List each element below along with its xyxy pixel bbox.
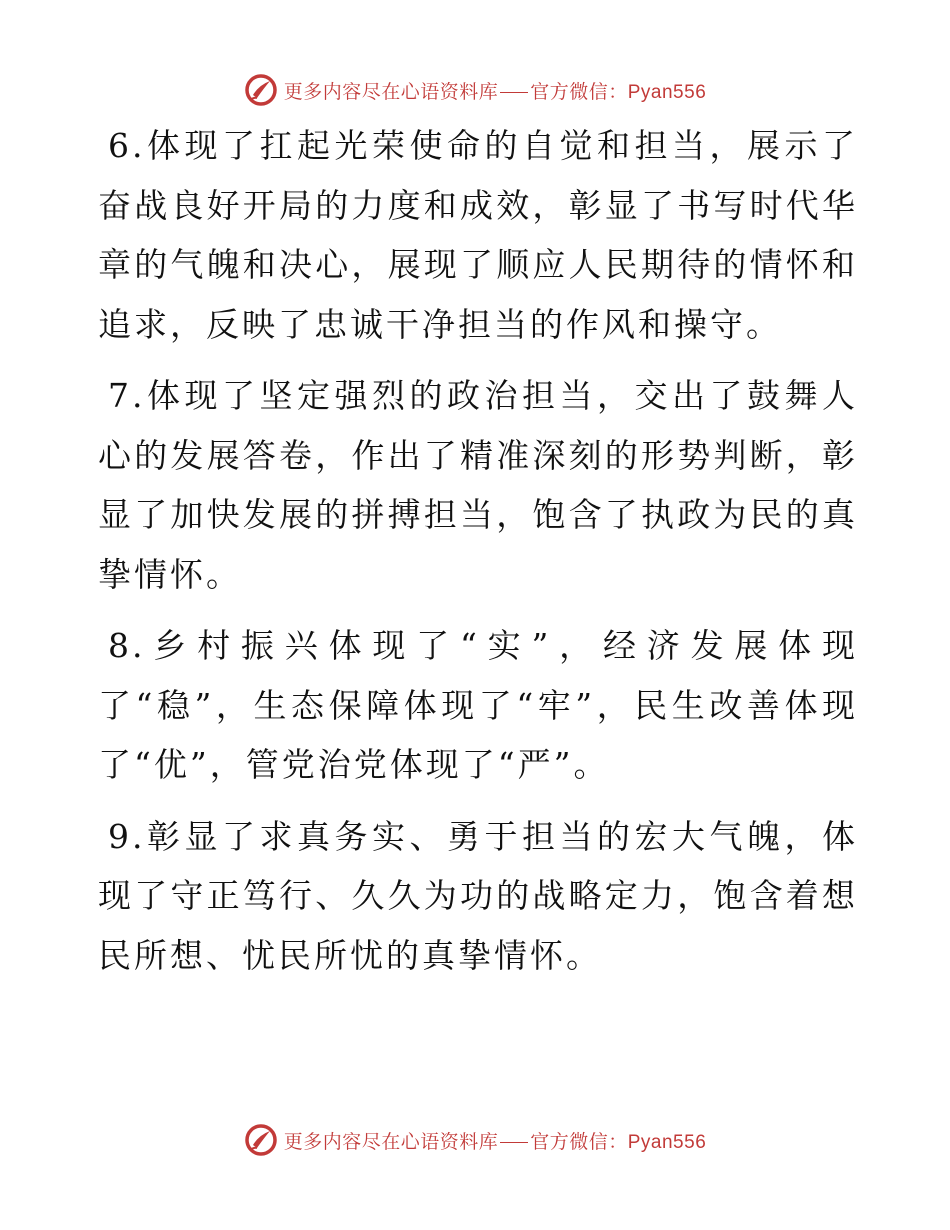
paragraph-number: 9. (108, 816, 146, 856)
paragraph-number: 6. (108, 126, 146, 165)
paragraph-text: 体现了扛起光荣使命的自觉和担当，展示了奋战良好开局的力度和成效，彰显了书写时代华章的气魄和决心，展现了顺应人民期待的情怀和追求，反映了忠诚干净担当的作风和操守。 (98, 126, 858, 344)
paragraph-9 (98, 807, 858, 986)
header-watermark (0, 70, 950, 110)
watermark-wechat-id: Pyan556 (627, 1131, 707, 1153)
paragraph-6 (98, 116, 858, 354)
document-body (98, 116, 858, 997)
paragraph-number: 7. (108, 376, 146, 415)
paragraph-text: 乡村振兴体现了“实”，经济发展体现了“稳”，生态保障体现了“牢”，民生改善体现了“优”，管党治党体现了“严”。 (98, 626, 858, 784)
brush-seal-icon (244, 73, 278, 107)
watermark-text (284, 77, 707, 104)
watermark-wechat-id: Pyan556 (627, 81, 707, 103)
paragraph-7 (98, 366, 858, 604)
watermark-dash (500, 1142, 528, 1143)
watermark-label: 官方微信： (530, 1130, 628, 1153)
watermark-cn-text: 更多内容尽在心语资料库 (283, 1130, 499, 1153)
footer-watermark (0, 1120, 950, 1160)
paragraph-text: 彰显了求真务实、勇于担当的宏大气魄，体现了守正笃行、久久为功的战略定力，饱含着想民所想、忧民所忧的真挚情怀。 (98, 816, 858, 975)
paragraph-number: 8. (108, 626, 146, 665)
paragraph-8 (98, 616, 858, 795)
watermark-text (284, 1127, 707, 1154)
watermark-cn-text: 更多内容尽在心语资料库 (283, 80, 499, 103)
watermark-dash (500, 92, 528, 93)
paragraph-text: 体现了坚定强烈的政治担当，交出了鼓舞人心的发展答卷，作出了精准深刻的形势判断，彰显了加快发展的拼搏担当，饱含了执政为民的真挚情怀。 (98, 376, 858, 594)
brush-seal-icon (244, 1123, 278, 1157)
watermark-label: 官方微信： (530, 80, 628, 103)
